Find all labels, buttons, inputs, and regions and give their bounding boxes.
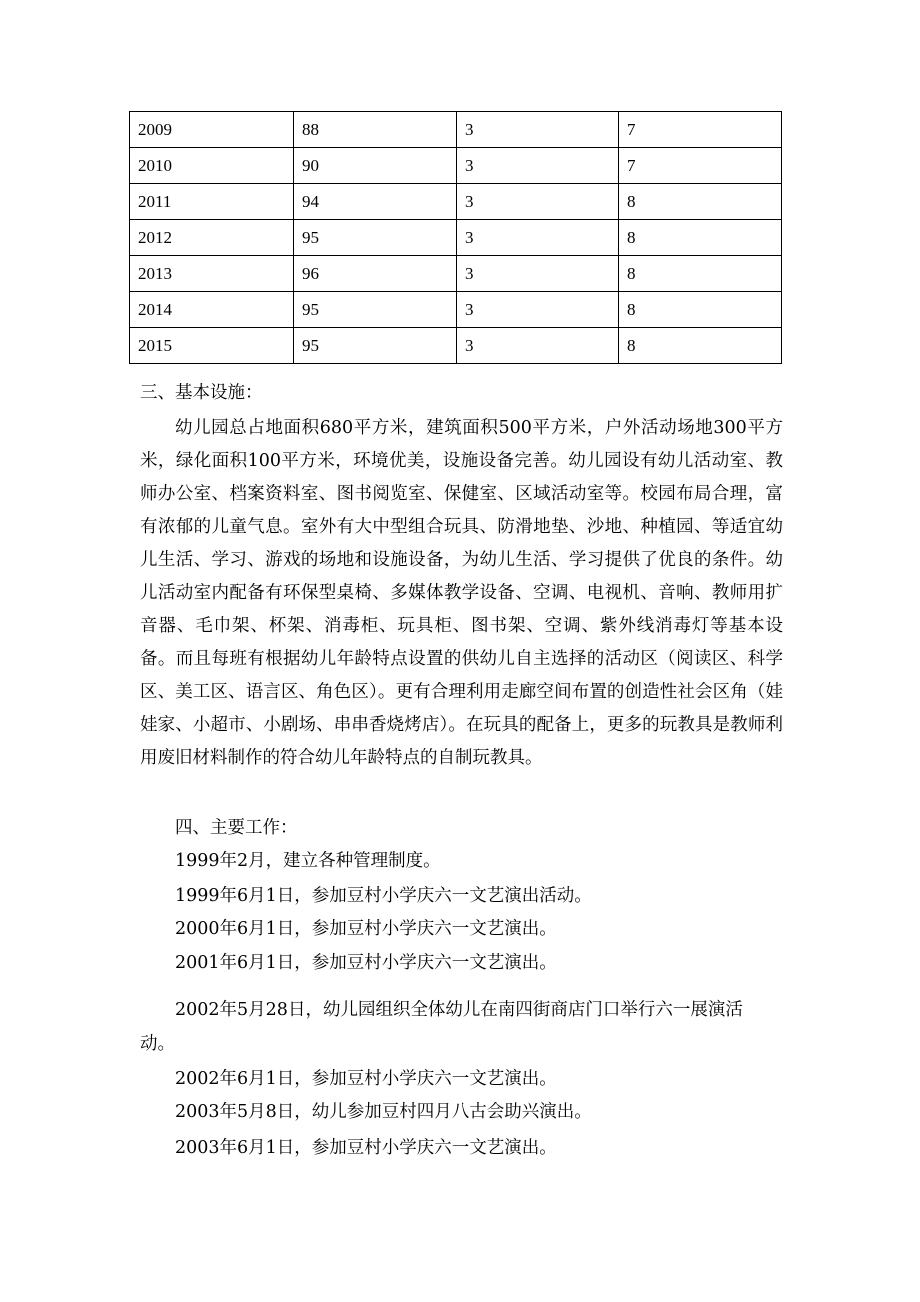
- table-cell: 7: [619, 148, 782, 184]
- work-item: 2003年5月8日，幼儿参加豆村四月八古会助兴演出。: [175, 1102, 592, 1122]
- table-cell: 2014: [130, 292, 294, 328]
- table-cell: 3: [457, 112, 619, 148]
- table-cell: 3: [457, 148, 619, 184]
- table-row: [130, 112, 782, 148]
- work-item: 2002年5月28日，幼儿园组织全体幼儿在南四街商店门口举行六一展演活: [175, 1000, 743, 1020]
- table-cell: 7: [619, 112, 782, 148]
- table-row: [130, 328, 782, 364]
- table-cell: 8: [619, 328, 782, 364]
- table-row: [130, 292, 782, 328]
- table-row: [130, 220, 782, 256]
- section-heading-main-work: 四、主要工作：: [175, 818, 298, 838]
- table-cell: 3: [457, 220, 619, 256]
- work-item-continuation: 动。: [140, 1034, 175, 1054]
- facilities-paragraph: 幼儿园总占地面积680平方米，建筑面积500平方米，户外活动场地300平方米，绿化面积100平方米，环境优美，设施设备完善。幼儿园设有幼儿活动室、教师办公室、档案资料室、图书阅览室、保健室、区域活动室等。校园布局合理，富有浓郁的儿童气息。室外有大中型组合玩具、防滑地垫、沙地、种植园、等适宜幼儿生活、学习、游戏的场地和设施设备，为幼儿生活、学习提供了优良的条件。幼儿活动室内配备有环保型桌椅、多媒体教学设备、空调、电视机、音响、教师用扩音器、毛巾架、杯架、消毒柜、玩具柜、图书架、空调、紫外线消毒灯等基本设备。而且每班有根据幼儿年龄特点设置的供幼儿自主选择的活动区（阅读区、科学区、美工区、语言区、角色区）。更有合理利用走廊空间布置的创造性社会区角（娃娃家、小超市、小剧场、串串香烧烤店）。在玩具的配备上，更多的玩教具是教师利用废旧材料制作的符合幼儿年龄特点的自制玩教具。: [140, 418, 783, 768]
- table-cell: 3: [457, 292, 619, 328]
- table-cell: 8: [619, 184, 782, 220]
- table-cell: 88: [294, 112, 457, 148]
- work-item: 2002年6月1日，参加豆村小学庆六一文艺演出。: [175, 1069, 557, 1089]
- section-heading-facilities: 三、基本设施：: [140, 383, 263, 403]
- table-cell: 95: [294, 292, 457, 328]
- work-item: 2001年6月1日，参加豆村小学庆六一文艺演出。: [175, 953, 557, 973]
- statistics-table: [129, 111, 782, 364]
- table-cell: 2010: [130, 148, 294, 184]
- table-cell: 2015: [130, 328, 294, 364]
- work-item: 1999年6月1日，参加豆村小学庆六一文艺演出活动。: [175, 886, 592, 906]
- table-cell: 2013: [130, 256, 294, 292]
- table-row: [130, 148, 782, 184]
- work-item: 2000年6月1日，参加豆村小学庆六一文艺演出。: [175, 919, 557, 939]
- work-item: 2003年6月1日，参加豆村小学庆六一文艺演出。: [175, 1138, 557, 1158]
- table-cell: 8: [619, 256, 782, 292]
- table-cell: 96: [294, 256, 457, 292]
- table-cell: 90: [294, 148, 457, 184]
- table-cell: 3: [457, 184, 619, 220]
- table-cell: 2009: [130, 112, 294, 148]
- table-cell: 3: [457, 256, 619, 292]
- table-cell: 2011: [130, 184, 294, 220]
- table-cell: 8: [619, 292, 782, 328]
- table-cell: 8: [619, 220, 782, 256]
- table-cell: 2012: [130, 220, 294, 256]
- table-cell: 95: [294, 328, 457, 364]
- table-row: [130, 184, 782, 220]
- table-row: [130, 256, 782, 292]
- work-item: 1999年2月，建立各种管理制度。: [175, 851, 441, 871]
- table-cell: 95: [294, 220, 457, 256]
- table-cell: 94: [294, 184, 457, 220]
- table-cell: 3: [457, 328, 619, 364]
